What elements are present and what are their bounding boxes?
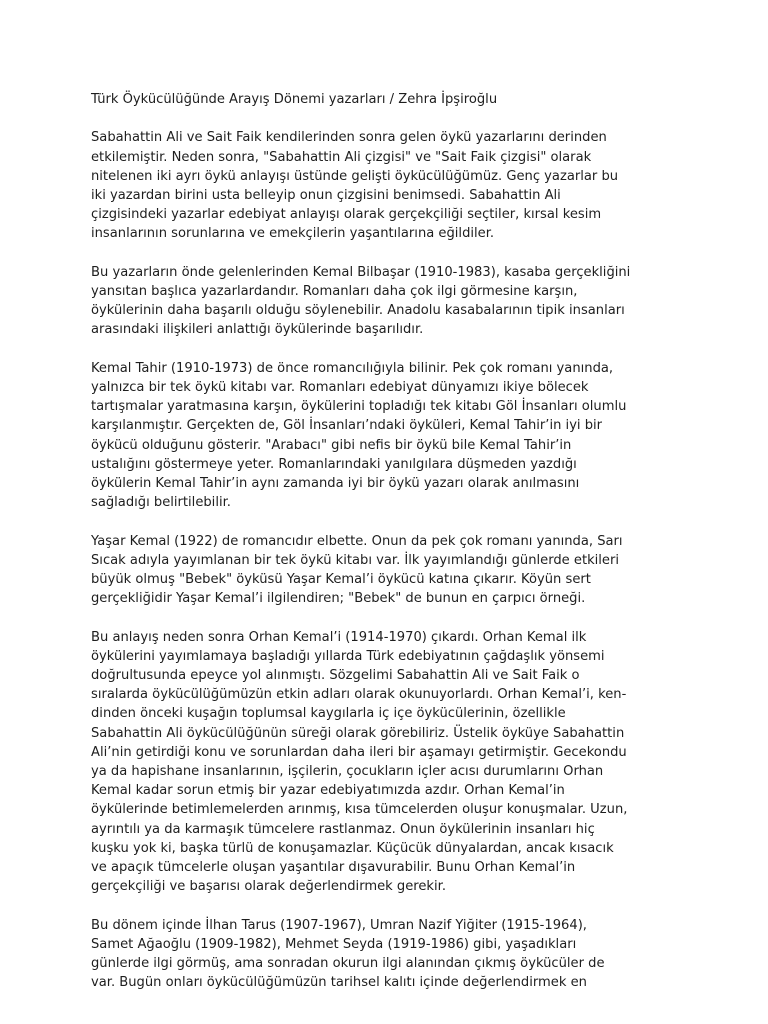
text-line: ve apaçık tümcelerle oluşan yaşantılar dışavurabilir. Bunu Orhan Kemal’in	[91, 860, 576, 876]
paragraph-4	[91, 532, 691, 609]
text-line: büyük olmuş "Bebek" öyküsü Yaşar Kemal’i öykücü katına çıkarır. Köyün sert	[91, 572, 591, 588]
text-line: sağladığı belirtilebilir.	[91, 495, 231, 511]
text-line: var. Bugün onları öykücülüğümüzün tarihsel kalıtı içinde değerlendirmek en	[91, 975, 587, 991]
text-line: insanlarının sorunlarına ve emekçilerin yaşantılarına eğildiler.	[91, 226, 495, 242]
text-line: kuşku yok ki, başka türlü de konuşamazlar. Küçücük dünyalardan, ancak kısacık	[91, 840, 614, 856]
text-line: doğrultusunda epeyce yol alınmıştı. Sözgelimi Sabahattin Ali ve Sait Faik o	[91, 668, 580, 684]
paragraph-3	[91, 359, 691, 513]
text-line: Kemal kadar sorun etmiş bir yazar edebiyatımızda azdır. Orhan Kemal’in	[91, 783, 565, 799]
document-body	[91, 90, 691, 1012]
text-line: ustalığını göstermeye yeter. Romanlarındaki yanılgılara düşmeden yazdığı	[91, 456, 577, 472]
text-line: Sabahattin Ali öykücülüğünün süreği olarak görebiliriz. Üstelik öyküye Sabahattin	[91, 725, 625, 741]
text-line: iki yazardan birini usta belleyip onun çizgisini benimsedi. Sabahattin Ali	[91, 188, 561, 203]
text-line: tartışmalar yaratmasına karşın, öykülerini topladığı tek kitabı Göl İnsanları olumlu	[91, 399, 627, 415]
text-line: sıralarda öykücülüğümüzün etkin adları olarak okunuyorlardı. Orhan Kemal’i, ken-	[91, 687, 627, 703]
text-line: Bu anlayış neden sonra Orhan Kemal’i (1914-1970) çıkardı. Orhan Kemal ilk	[91, 629, 587, 645]
text-line: Kemal Tahir (1910-1973) de önce romancılığıyla bilinir. Pek çok romanı yanında,	[91, 360, 614, 376]
text-line: ayrıntılı ya da karmaşık tümcelere rastlanmaz. Onun öykülerinin insanları hiç	[91, 821, 595, 837]
text-line: Samet Ağaoğlu (1909-1982), Mehmet Seyda (1919-1986) gibi, yaşadıkları	[91, 936, 577, 952]
paragraph-6	[91, 916, 691, 993]
paragraph-2	[91, 263, 691, 340]
document-title: Türk Öykücülüğünde Arayış Dönemi yazarları / Zehra İpşiroğlu	[91, 92, 498, 107]
text-line: etkilemiştir. Neden sonra, "Sabahattin Ali çizgisi" ve "Sait Faik çizgisi" olarak	[91, 149, 592, 165]
text-line: karşılanmıştır. Gerçekten de, Göl İnsanları’ndaki öyküleri, Kemal Tahir’in iyi bir	[91, 418, 603, 434]
text-line: yansıtan başlıca yazarlardandır. Romanları daha çok ilgi görmesine karşın,	[91, 284, 578, 299]
text-line: nitelenen iki ayrı öykü anlayışı üstünde gelişti öykücülüğümüz. Genç yazarlar bu	[91, 168, 619, 184]
paragraph-1	[91, 128, 691, 243]
text-line: öykülerin Kemal Tahir’in aynı zamanda iyi bir öykü yazarı olarak anılmasını	[91, 476, 580, 492]
text-line: gerçekliğidir Yaşar Kemal’i ilgilendiren; "Bebek" de bunun en çarpıcı örneği.	[91, 591, 586, 607]
text-line: Bu dönem içinde İlhan Tarus (1907-1967), Umran Nazif Yiğiter (1915-1964),	[91, 917, 587, 933]
text-line: dinden önceki kuşağın toplumsal kaygılarla iç içe öykücülerinin, özellikle	[91, 706, 566, 722]
text-line: öykücü olduğunu gösterir. "Arabacı" gibi nefis bir öykü bile Kemal Tahir’in	[91, 437, 572, 453]
paragraph-5	[91, 628, 691, 897]
text-line: çizgisindeki yazarlar edebiyat anlayışı olarak gerçekçiliği seçtiler, kırsal kesim	[91, 207, 602, 223]
text-line: Ali’nin getirdiği konu ve sorunlardan daha ileri bir aşamayı getirmiştir. Gecekondu	[91, 744, 627, 760]
text-line: yalnızca bir tek öykü kitabı var. Romanları edebiyat dünyamızı ikiye bölecek	[91, 380, 589, 395]
text-line: Sabahattin Ali ve Sait Faik kendilerinden sonra gelen öykü yazarlarını derinden	[91, 130, 607, 146]
text-line: ya da hapishane insanlarının, işçilerin, çocukların içler acısı durumlarını Orhan	[91, 764, 604, 780]
text-line: öykülerinin daha başarılı olduğu söylenebilir. Anadolu kasabalarının tipik insanları	[91, 303, 625, 319]
text-line: arasındaki ilişkileri anlattığı öykülerinde başarılıdır.	[91, 322, 424, 338]
text-line: günlerde ilgi görmüş, ama sonradan okurun ilgi alanından çıkmış öykücüler de	[91, 956, 605, 972]
text-line: gerçekçiliği ve başarısı olarak değerlendirmek gerekir.	[91, 879, 446, 895]
text-line: öykülerinde betimlemelerden arınmış, kısa tümcelerden oluşur konuşmalar. Uzun,	[91, 802, 628, 818]
text-line: Yaşar Kemal (1922) de romancıdır elbette. Onun da pek çok romanı yanında, Sarı	[91, 533, 623, 549]
text-line: öykülerini yayımlamaya başladığı yıllarda Türk edebiyatının çağdaşlık yönsemi	[91, 648, 605, 664]
text-line: Sıcak adıyla yayımlanan bir tek öykü kitabı var. İlk yayımlandığı günlerde etkileri	[91, 552, 620, 568]
text-line: Bu yazarların önde gelenlerinden Kemal Bilbaşar (1910-1983), kasaba gerçekliğini	[91, 264, 631, 280]
